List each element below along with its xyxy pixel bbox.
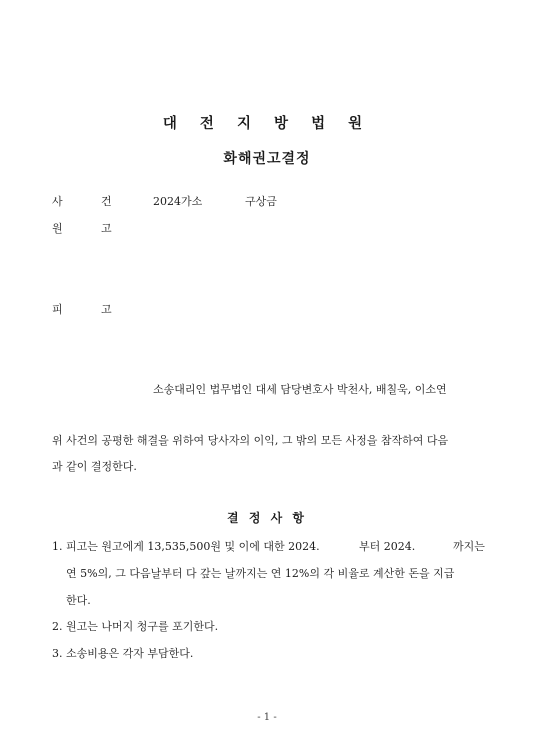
- item3-number: 3.: [52, 647, 63, 660]
- item1-line2: 연 5%의, 그 다음날부터 다 갚는 날까지는 연 12%의 각 비율로 계산한 돈을 지급: [66, 567, 455, 580]
- counsel-line: 소송대리인 법무법인 대세 담당변호사 박천사, 배칠욱, 이소연: [153, 383, 447, 396]
- item1-number: 1.: [52, 540, 63, 553]
- preamble-line-1: [52, 428, 482, 454]
- defendant-label-first: 피: [52, 303, 63, 316]
- court-name: 대 전 지 방 법 원: [162, 116, 372, 132]
- item2-number: 2.: [52, 620, 63, 633]
- item1-line1-part-c: 까지는: [453, 540, 485, 553]
- document-title: 화해권고결정: [223, 151, 311, 167]
- defendant-label-second: 고: [101, 303, 112, 316]
- plaintiff-label-second: 고: [101, 222, 112, 235]
- case-name: 구상금: [245, 195, 277, 208]
- item3-text: 소송비용은 각자 부담한다.: [66, 647, 194, 660]
- item1-line1-part-a: 피고는 원고에게 13,535,500원 및 이에 대한 2024.: [66, 540, 320, 553]
- case-label-second: 건: [101, 195, 112, 208]
- plaintiff-label-first: 원: [52, 222, 63, 235]
- section-title: 결 정 사 항: [227, 511, 307, 525]
- case-number: 2024가소: [153, 195, 203, 208]
- item2-text: 원고는 나머지 청구를 포기한다.: [66, 620, 219, 633]
- item1-line3: 한다.: [66, 594, 91, 607]
- case-label-first: 사: [52, 195, 63, 208]
- preamble-line-2: 과 같이 결정한다.: [52, 460, 137, 473]
- item1-line1-part-b: 부터 2024.: [359, 540, 416, 553]
- page-number: - 1 -: [257, 712, 277, 723]
- preamble-text-1: 위 사건의 공평한 해결을 위하여 당사자의 이익, 그 밖의 모든 사정을 참작하여 다음: [52, 434, 449, 447]
